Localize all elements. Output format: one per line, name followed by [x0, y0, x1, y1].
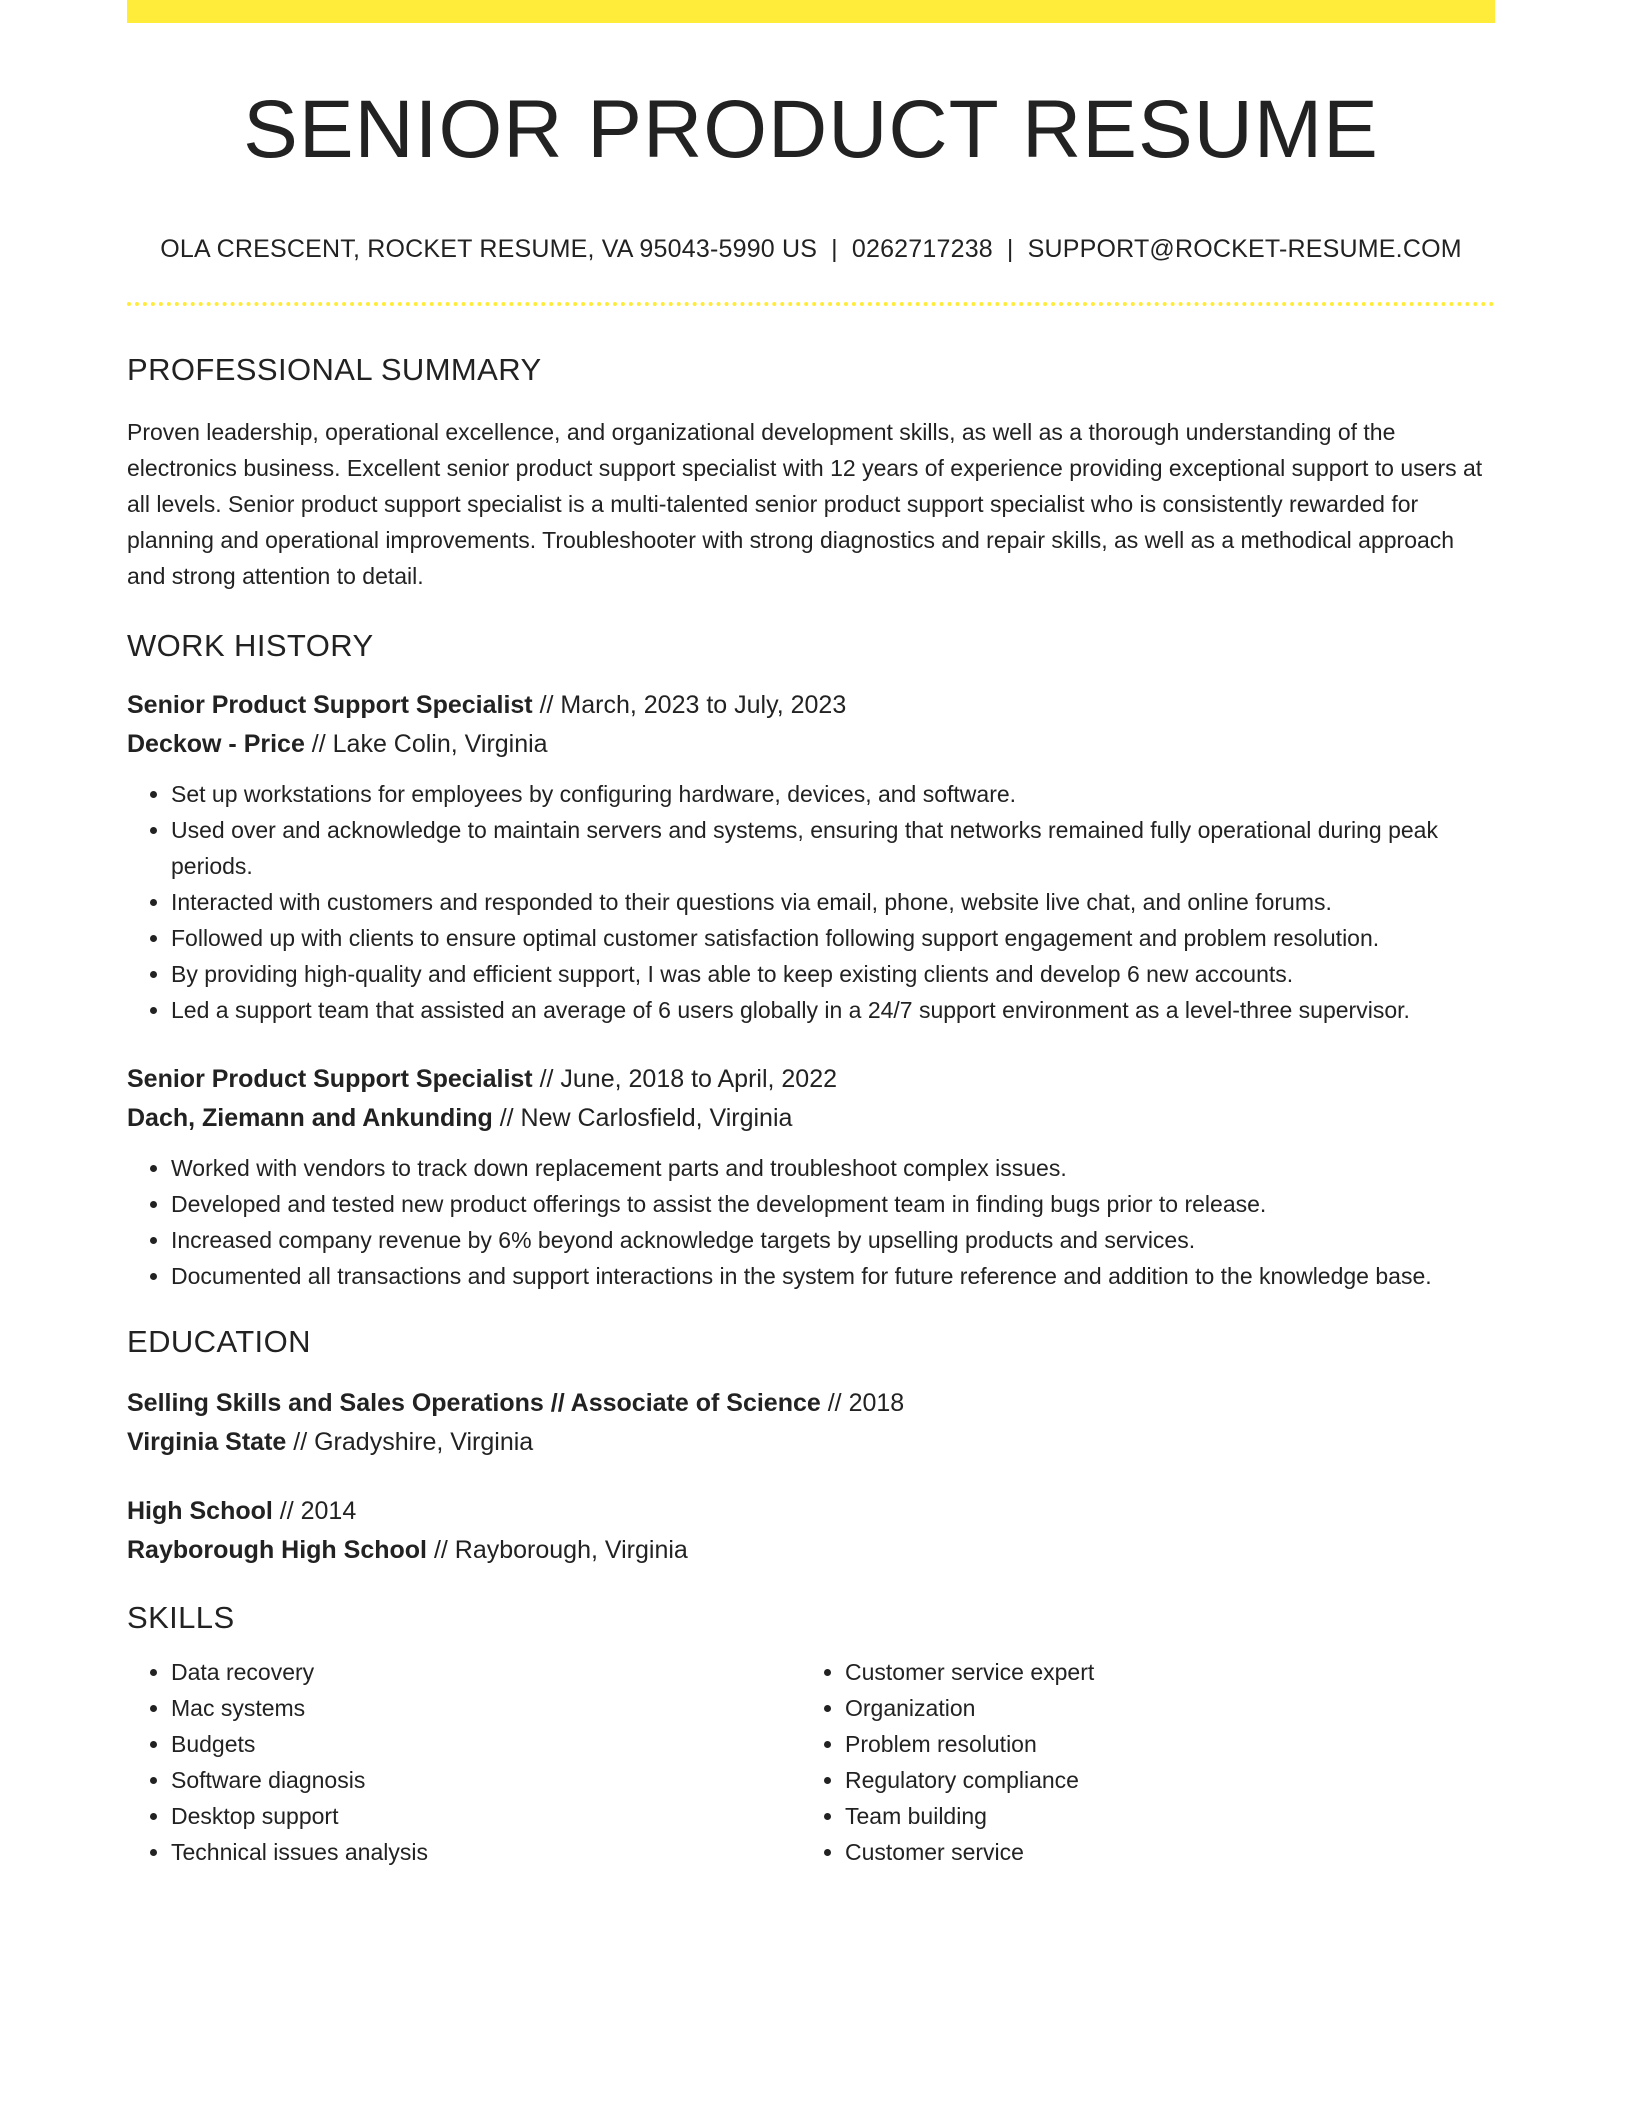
list-item: • Led a support team that assisted an average of 6 users globally in a 24/7 support environment as a level-three supervisor. — [171, 992, 1495, 1028]
contact-separator: | — [1006, 235, 1014, 264]
skill-item: • Regulatory compliance — [845, 1762, 1475, 1798]
list-item: • By providing high-quality and efficient support, I was able to keep existing clients and develop 6 new accounts. — [171, 956, 1495, 992]
job-title-line — [127, 1060, 1495, 1099]
list-item: • Documented all transactions and support interactions in the system for future reference and addition to the knowledge base. — [171, 1258, 1495, 1294]
education-year: // 2018 — [820, 1389, 905, 1418]
job-company-line — [127, 1099, 1495, 1138]
education-entry — [127, 1492, 1495, 1570]
summary-text: Proven leadership, operational excellence, and organizational development skills, as well as a thorough understanding of the electronics business. Excellent senior product support specialist with 12 years of experience providing exceptional support to users at all levels. Senior product support specialist is a multi-talented senior product support specialist who is consistently rewarded for planning and operational improvements. Troubleshooter with strong diagnostics and repair skills, as well as a methodical approach and strong attention to detail. — [127, 419, 1483, 590]
contact-separator: | — [831, 235, 838, 264]
job-title: Senior Product Support Specialist — [127, 1065, 533, 1094]
job-company-line — [127, 725, 1495, 764]
contact-email: SUPPORT@ROCKET-RESUME.COM — [1027, 235, 1462, 264]
education-degree: High School — [127, 1497, 273, 1526]
education-school: Rayborough High School — [127, 1536, 427, 1565]
job-company: Dach, Ziemann and Ankunding — [127, 1104, 493, 1133]
skills-list-right — [801, 1654, 1475, 1870]
education-school: Virginia State — [127, 1428, 287, 1457]
list-item: • Developed and tested new product offerings to assist the development team in finding bugs prior to release. — [171, 1186, 1495, 1222]
list-item: • Interacted with customers and responded to their questions via email, phone, website live chat, and online forums. — [171, 884, 1495, 920]
list-item: • Set up workstations for employees by configuring hardware, devices, and software. — [171, 776, 1495, 812]
education-degree-line — [127, 1384, 1495, 1423]
education-school-line — [127, 1531, 1495, 1570]
job-location: // Lake Colin, Virginia — [304, 730, 548, 759]
skill-item: • Mac systems — [171, 1690, 801, 1726]
job-bullets — [127, 776, 1495, 1028]
skills-list-left — [127, 1654, 801, 1870]
job-location: // New Carlosfield, Virginia — [492, 1104, 793, 1133]
education-degree-line — [127, 1492, 1495, 1531]
skill-item: • Budgets — [171, 1726, 801, 1762]
skill-item: • Desktop support — [171, 1798, 801, 1834]
education-school-line — [127, 1423, 1495, 1462]
job-entry — [127, 1060, 1495, 1294]
skills-heading: SKILLS — [127, 1600, 235, 1636]
education-heading: EDUCATION — [127, 1324, 311, 1360]
list-item: • Increased company revenue by 6% beyond acknowledge targets by upselling products and services. — [171, 1222, 1495, 1258]
education-year: // 2014 — [272, 1497, 357, 1526]
job-title-line — [127, 686, 1495, 725]
skill-item: • Technical issues analysis — [171, 1834, 801, 1870]
skill-item: • Data recovery — [171, 1654, 801, 1690]
skills-columns — [127, 1654, 1495, 1870]
job-title: Senior Product Support Specialist — [127, 691, 533, 720]
list-item: • Worked with vendors to track down replacement parts and troubleshoot complex issues. — [171, 1150, 1495, 1186]
contact-address: OLA CRESCENT, ROCKET RESUME, VA 95043-5990 US — [160, 235, 818, 264]
education-section — [127, 1324, 1495, 1570]
skill-item: • Organization — [845, 1690, 1475, 1726]
skill-item: • Customer service expert — [845, 1654, 1475, 1690]
skill-item: • Team building — [845, 1798, 1475, 1834]
page-title: SENIOR PRODUCT RESUME — [243, 84, 1379, 175]
skill-item: • Customer service — [845, 1834, 1475, 1870]
list-item: • Followed up with clients to ensure optimal customer satisfaction following support engagement and problem resolution. — [171, 920, 1495, 956]
work-history-section — [127, 628, 1495, 1294]
job-entry — [127, 686, 1495, 1028]
contact-line — [127, 235, 1495, 264]
list-item: • Used over and acknowledge to maintain servers and systems, ensuring that networks remained fully operational during peak periods. — [171, 812, 1495, 884]
resume-content — [127, 23, 1495, 1870]
skill-item: • Problem resolution — [845, 1726, 1475, 1762]
education-degree: Selling Skills and Sales Operations // Associate of Science — [127, 1389, 821, 1418]
top-accent-bar — [127, 0, 1495, 23]
job-dates: // June, 2018 to April, 2022 — [532, 1065, 838, 1094]
skills-section — [127, 1600, 1495, 1870]
education-entry — [127, 1384, 1495, 1462]
summary-heading: PROFESSIONAL SUMMARY — [127, 352, 542, 388]
contact-phone: 0262717238 — [851, 235, 993, 264]
work-history-heading: WORK HISTORY — [127, 628, 374, 664]
skill-item: • Software diagnosis — [171, 1762, 801, 1798]
education-location: // Gradyshire, Virginia — [286, 1428, 534, 1457]
job-dates: // March, 2023 to July, 2023 — [532, 691, 847, 720]
summary-section — [127, 352, 1495, 594]
job-company: Deckow - Price — [127, 730, 305, 759]
job-bullets — [127, 1150, 1495, 1294]
education-location: // Rayborough, Virginia — [427, 1536, 688, 1565]
dotted-divider — [127, 302, 1495, 306]
